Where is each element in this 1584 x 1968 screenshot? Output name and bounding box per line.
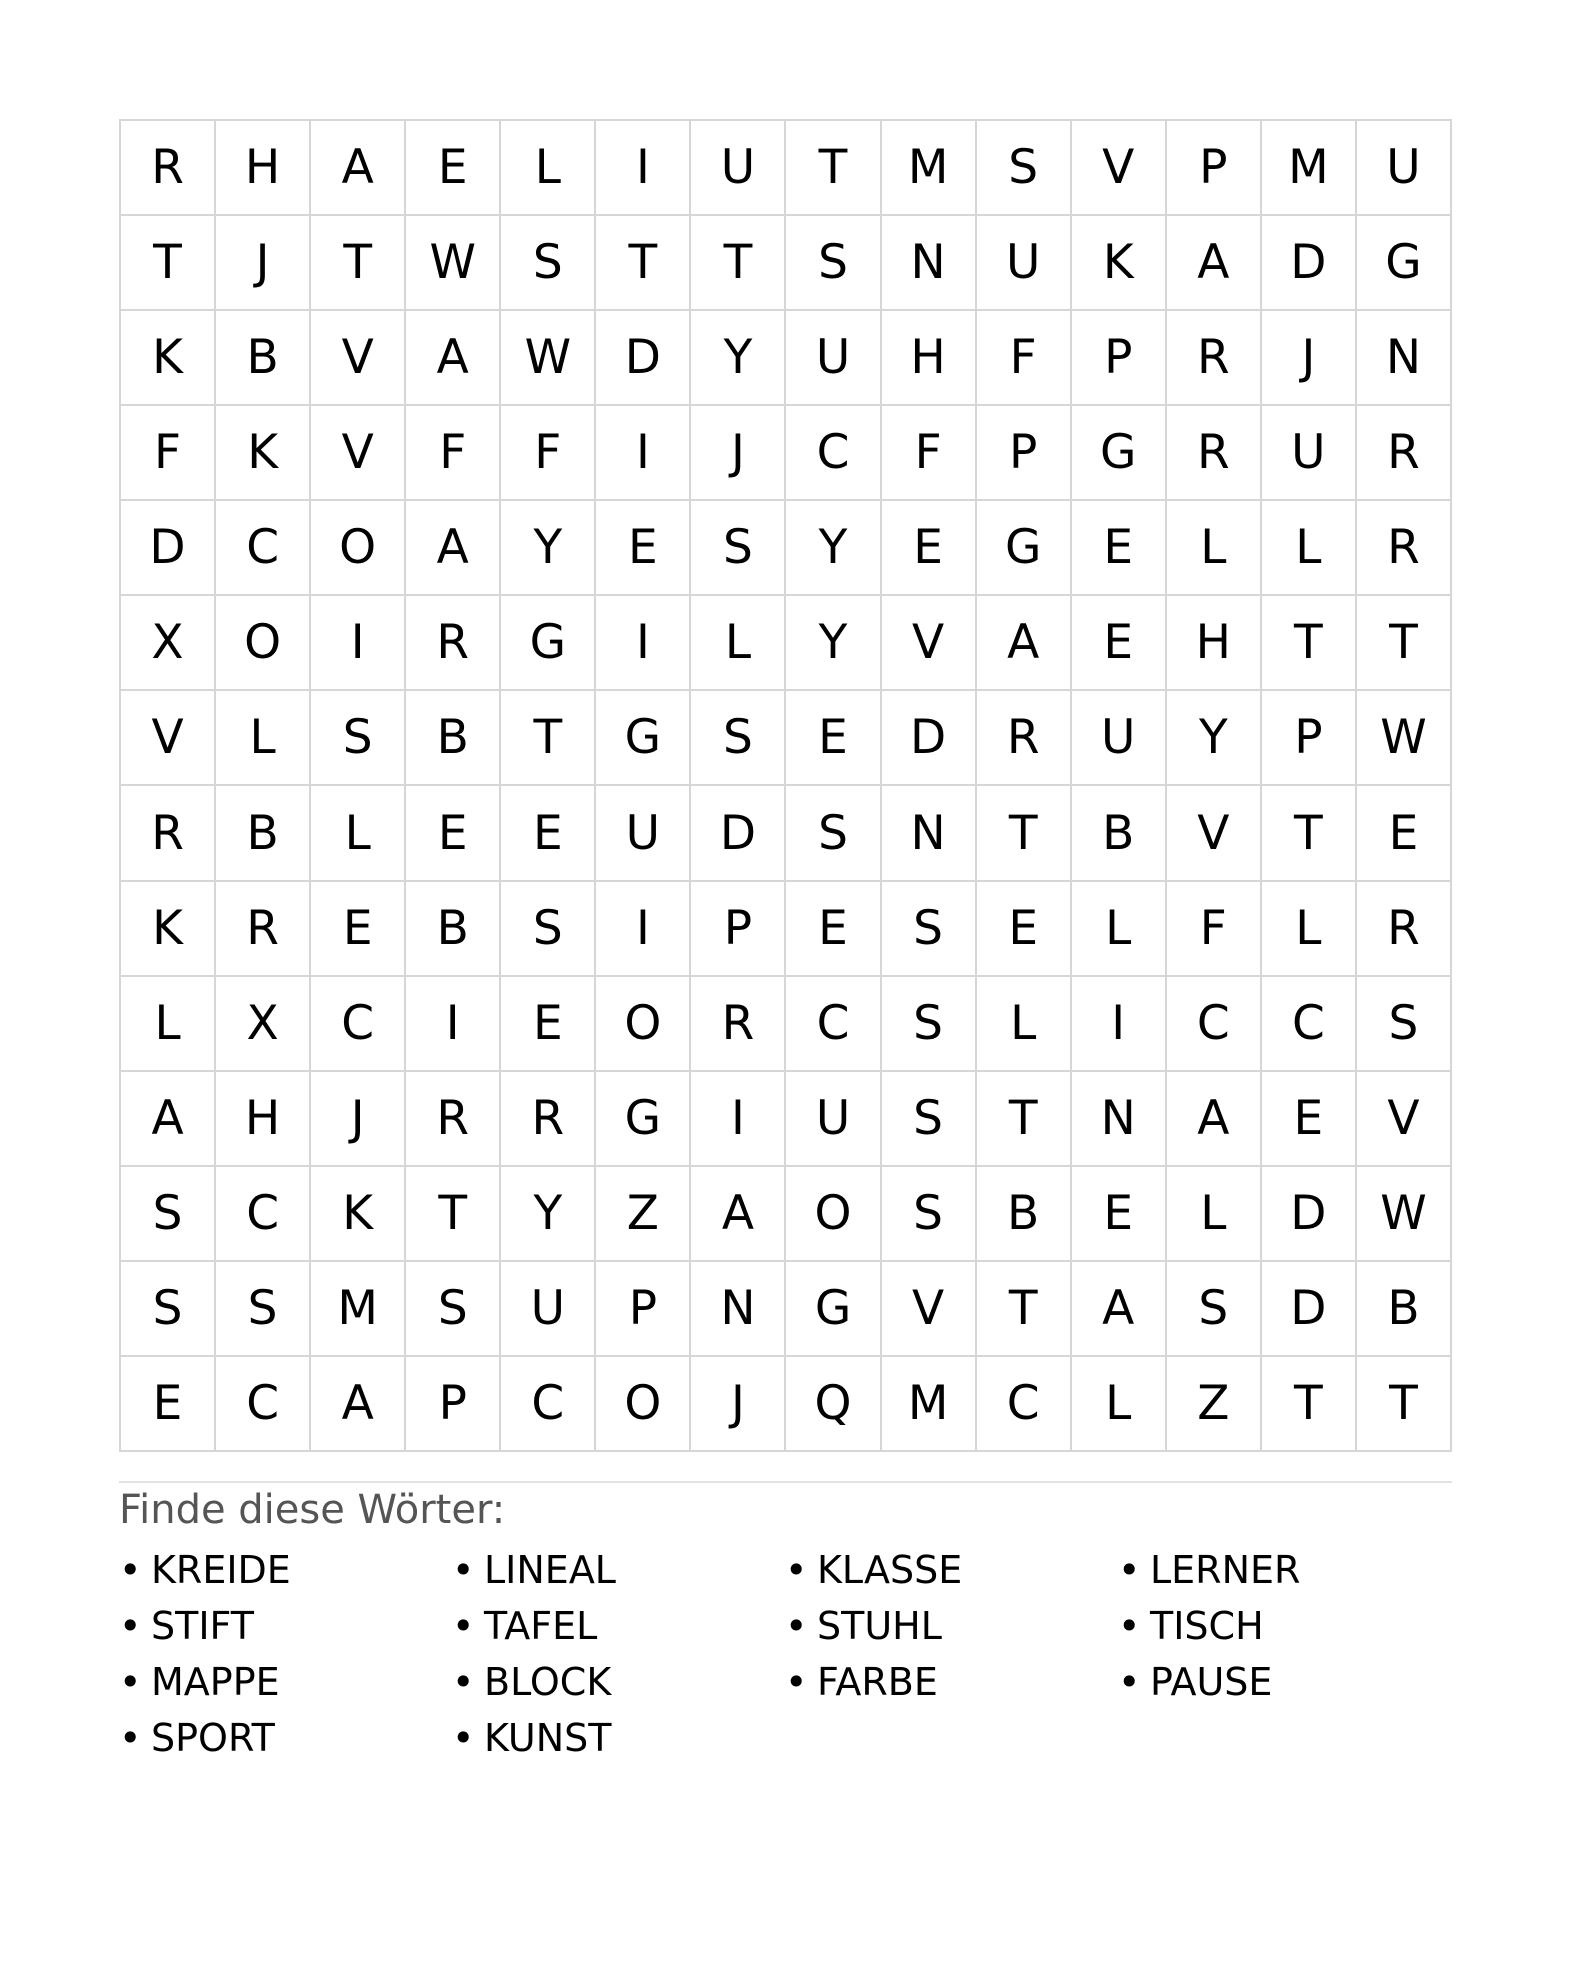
grid-cell[interactable]: S [786, 216, 881, 311]
word-label: KREIDE [151, 1548, 291, 1592]
bullet-icon: • [452, 1548, 475, 1592]
word-list-heading: Finde diese Wörter: [119, 1487, 506, 1533]
grid-cell[interactable]: F [882, 406, 977, 501]
grid-cell[interactable]: S [691, 501, 786, 596]
grid-cell[interactable]: C [311, 977, 406, 1072]
bullet-icon: • [119, 1604, 142, 1648]
grid-cell[interactable]: I [311, 596, 406, 691]
grid-cell[interactable]: Z [596, 1167, 691, 1262]
grid-cell[interactable]: I [596, 406, 691, 501]
word-list-item [452, 1654, 785, 1710]
word-list-item [119, 1654, 452, 1710]
grid-cell[interactable]: P [406, 1357, 501, 1452]
grid-cell[interactable]: U [786, 1072, 881, 1167]
grid-cell[interactable]: R [691, 977, 786, 1072]
grid-cell[interactable]: P [596, 1262, 691, 1357]
grid-cell[interactable]: Y [691, 311, 786, 406]
grid-cell[interactable]: U [1072, 691, 1167, 786]
grid-cell[interactable]: I [406, 977, 501, 1072]
grid-cell[interactable]: F [406, 406, 501, 501]
grid-cell[interactable]: D [882, 691, 977, 786]
word-label: SPORT [151, 1716, 275, 1760]
grid-cell[interactable]: G [1357, 216, 1452, 311]
grid-cell[interactable]: P [977, 406, 1072, 501]
grid-cell[interactable]: G [786, 1262, 881, 1357]
grid-cell[interactable]: S [121, 1167, 216, 1262]
grid-cell[interactable]: E [1072, 501, 1167, 596]
word-list-item [785, 1542, 1118, 1598]
grid-cell[interactable]: W [501, 311, 596, 406]
grid-cell[interactable]: R [216, 882, 311, 977]
grid-cell[interactable]: O [216, 596, 311, 691]
grid-cell[interactable]: Z [1167, 1357, 1262, 1452]
grid-cell[interactable]: W [1357, 1167, 1452, 1262]
grid-cell[interactable]: H [1167, 596, 1262, 691]
grid-cell[interactable]: A [406, 311, 501, 406]
grid-cell[interactable]: Y [1167, 691, 1262, 786]
grid-cell[interactable]: I [691, 1072, 786, 1167]
grid-cell[interactable]: E [1357, 786, 1452, 881]
grid-cell[interactable]: L [216, 691, 311, 786]
grid-cell[interactable]: V [882, 596, 977, 691]
grid-cell[interactable]: S [882, 882, 977, 977]
grid-cell[interactable]: N [1072, 1072, 1167, 1167]
word-label: PAUSE [1150, 1660, 1273, 1704]
grid-cell[interactable]: C [786, 406, 881, 501]
grid-cell[interactable]: K [121, 311, 216, 406]
word-list-item [119, 1542, 452, 1598]
grid-cell[interactable]: L [1072, 882, 1167, 977]
grid-cell[interactable]: R [1357, 406, 1452, 501]
grid-cell[interactable]: E [1072, 1167, 1167, 1262]
grid-cell[interactable]: U [977, 216, 1072, 311]
grid-cell[interactable]: L [121, 977, 216, 1072]
word-list-item [119, 1710, 452, 1766]
grid-cell[interactable]: T [596, 216, 691, 311]
grid-cell[interactable]: B [216, 311, 311, 406]
letter-grid [119, 119, 1452, 1452]
grid-cell[interactable]: A [1072, 1262, 1167, 1357]
grid-cell[interactable]: L [1262, 501, 1357, 596]
grid-cell[interactable]: E [786, 882, 881, 977]
grid-cell[interactable]: A [121, 1072, 216, 1167]
grid-cell[interactable]: C [216, 1167, 311, 1262]
grid-cell[interactable]: M [311, 1262, 406, 1357]
grid-cell[interactable]: J [691, 406, 786, 501]
grid-cell[interactable]: C [786, 977, 881, 1072]
bullet-icon: • [785, 1604, 808, 1648]
grid-cell[interactable]: K [216, 406, 311, 501]
grid-cell[interactable]: V [1357, 1072, 1452, 1167]
grid-cell[interactable]: K [1072, 216, 1167, 311]
grid-cell[interactable]: P [1072, 311, 1167, 406]
grid-cell[interactable]: S [501, 882, 596, 977]
word-list-item [785, 1598, 1118, 1654]
grid-cell[interactable]: A [691, 1167, 786, 1262]
grid-cell[interactable]: S [786, 786, 881, 881]
grid-cell[interactable]: T [1262, 1357, 1357, 1452]
grid-cell[interactable]: F [977, 311, 1072, 406]
grid-cell[interactable]: H [216, 121, 311, 216]
grid-cell[interactable]: Q [786, 1357, 881, 1452]
grid-cell[interactable]: E [882, 501, 977, 596]
grid-cell[interactable]: L [311, 786, 406, 881]
grid-cell[interactable]: X [121, 596, 216, 691]
grid-cell[interactable]: C [1167, 977, 1262, 1072]
grid-cell[interactable]: C [216, 1357, 311, 1452]
grid-cell[interactable]: E [977, 882, 1072, 977]
grid-cell[interactable]: K [121, 882, 216, 977]
grid-cell[interactable]: B [216, 786, 311, 881]
word-label: LINEAL [484, 1548, 616, 1592]
grid-cell[interactable]: Y [786, 501, 881, 596]
word-label: FARBE [817, 1660, 938, 1704]
grid-cell[interactable]: D [596, 311, 691, 406]
grid-cell[interactable]: E [1262, 1072, 1357, 1167]
grid-cell[interactable]: C [1262, 977, 1357, 1072]
grid-cell[interactable]: U [786, 311, 881, 406]
bullet-icon: • [452, 1604, 475, 1648]
grid-cell[interactable]: L [977, 977, 1072, 1072]
grid-cell[interactable]: M [882, 121, 977, 216]
grid-cell[interactable]: I [596, 121, 691, 216]
grid-cell[interactable]: L [1167, 1167, 1262, 1262]
word-label: STUHL [817, 1604, 942, 1648]
grid-cell[interactable]: T [501, 691, 596, 786]
grid-cell[interactable]: E [406, 121, 501, 216]
grid-cell[interactable]: A [1167, 1072, 1262, 1167]
grid-cell[interactable]: E [596, 501, 691, 596]
grid-cell[interactable]: B [1072, 786, 1167, 881]
grid-cell[interactable]: P [1167, 121, 1262, 216]
grid-cell[interactable]: J [216, 216, 311, 311]
grid-cell[interactable]: A [977, 596, 1072, 691]
grid-cell[interactable]: V [1072, 121, 1167, 216]
bullet-icon: • [1118, 1548, 1141, 1592]
grid-cell[interactable]: B [406, 882, 501, 977]
grid-cell[interactable]: T [977, 786, 1072, 881]
grid-cell[interactable]: L [1167, 501, 1262, 596]
bullet-icon: • [119, 1660, 142, 1704]
grid-cell[interactable]: G [977, 501, 1072, 596]
grid-cell[interactable]: R [406, 596, 501, 691]
bullet-icon: • [785, 1660, 808, 1704]
grid-cell[interactable]: W [1357, 691, 1452, 786]
grid-cell[interactable]: D [691, 786, 786, 881]
grid-cell[interactable]: S [216, 1262, 311, 1357]
grid-cell[interactable]: V [1167, 786, 1262, 881]
grid-cell[interactable]: U [1357, 121, 1452, 216]
grid-cell[interactable]: T [311, 216, 406, 311]
grid-cell[interactable]: E [121, 1357, 216, 1452]
grid-cell[interactable]: G [596, 691, 691, 786]
grid-cell[interactable]: V [311, 406, 406, 501]
grid-cell[interactable]: Y [786, 596, 881, 691]
word-list-item [452, 1542, 785, 1598]
grid-cell[interactable]: R [501, 1072, 596, 1167]
grid-cell[interactable]: V [882, 1262, 977, 1357]
grid-cell[interactable]: P [1262, 691, 1357, 786]
grid-cell[interactable]: V [311, 311, 406, 406]
grid-cell[interactable]: S [882, 1072, 977, 1167]
bullet-icon: • [119, 1548, 142, 1592]
grid-cell[interactable]: E [1072, 596, 1167, 691]
word-label: LERNER [1150, 1548, 1301, 1592]
bullet-icon: • [452, 1716, 475, 1760]
word-list-item [1118, 1654, 1451, 1710]
grid-cell[interactable]: T [1262, 596, 1357, 691]
word-label: TAFEL [484, 1604, 598, 1648]
grid-cell[interactable]: A [311, 121, 406, 216]
grid-cell[interactable]: R [977, 691, 1072, 786]
grid-cell[interactable]: R [1167, 311, 1262, 406]
grid-cell[interactable]: J [1262, 311, 1357, 406]
grid-cell[interactable]: C [977, 1357, 1072, 1452]
word-label: TISCH [1150, 1604, 1264, 1648]
grid-cell[interactable]: I [596, 596, 691, 691]
grid-cell[interactable]: B [977, 1167, 1072, 1262]
grid-cell[interactable]: I [1072, 977, 1167, 1072]
grid-cell[interactable]: S [691, 691, 786, 786]
bullet-icon: • [452, 1660, 475, 1704]
grid-cell[interactable]: T [1357, 1357, 1452, 1452]
grid-cell[interactable]: V [121, 691, 216, 786]
grid-cell[interactable]: M [882, 1357, 977, 1452]
grid-cell[interactable]: N [691, 1262, 786, 1357]
grid-cell[interactable]: L [691, 596, 786, 691]
grid-cell[interactable]: B [1357, 1262, 1452, 1357]
bullet-icon: • [119, 1716, 142, 1760]
grid-cell[interactable]: M [1262, 121, 1357, 216]
grid-cell[interactable]: U [1262, 406, 1357, 501]
grid-cell[interactable]: R [406, 1072, 501, 1167]
grid-cell[interactable]: E [311, 882, 406, 977]
word-label: KUNST [484, 1716, 612, 1760]
grid-cell[interactable]: S [1167, 1262, 1262, 1357]
bullet-icon: • [785, 1548, 808, 1592]
grid-cell[interactable]: S [406, 1262, 501, 1357]
grid-cell[interactable]: A [1167, 216, 1262, 311]
grid-cell[interactable]: S [311, 691, 406, 786]
grid-cell[interactable]: H [216, 1072, 311, 1167]
word-list-item [1118, 1542, 1451, 1598]
grid-cell[interactable]: S [1357, 977, 1452, 1072]
grid-cell[interactable]: R [121, 121, 216, 216]
grid-cell[interactable]: Y [501, 501, 596, 596]
grid-cell[interactable]: F [121, 406, 216, 501]
grid-cell[interactable]: R [1357, 501, 1452, 596]
grid-cell[interactable]: O [596, 977, 691, 1072]
grid-cell[interactable]: T [977, 1262, 1072, 1357]
grid-cell[interactable]: R [1167, 406, 1262, 501]
bullet-icon: • [1118, 1604, 1141, 1648]
grid-cell[interactable]: D [1262, 1167, 1357, 1262]
grid-cell[interactable]: T [786, 121, 881, 216]
grid-cell[interactable]: N [1357, 311, 1452, 406]
grid-cell[interactable]: A [311, 1357, 406, 1452]
grid-cell[interactable]: S [882, 1167, 977, 1262]
grid-cell[interactable]: R [121, 786, 216, 881]
grid-cell[interactable]: T [1357, 596, 1452, 691]
grid-cell[interactable]: P [691, 882, 786, 977]
grid-cell[interactable]: L [501, 121, 596, 216]
grid-cell[interactable]: S [882, 977, 977, 1072]
grid-cell[interactable]: S [121, 1262, 216, 1357]
word-list-item [1118, 1598, 1451, 1654]
grid-cell[interactable]: N [882, 786, 977, 881]
grid-cell[interactable]: O [311, 501, 406, 596]
grid-cell[interactable]: F [501, 406, 596, 501]
word-list [119, 1542, 1452, 1766]
word-label: KLASSE [817, 1548, 963, 1592]
grid-cell[interactable]: E [501, 977, 596, 1072]
grid-cell[interactable]: X [216, 977, 311, 1072]
grid-cell[interactable]: D [1262, 216, 1357, 311]
grid-cell[interactable]: C [501, 1357, 596, 1452]
grid-cell[interactable]: A [406, 501, 501, 596]
grid-cell[interactable]: E [501, 786, 596, 881]
grid-cell[interactable]: T [977, 1072, 1072, 1167]
grid-cell[interactable]: N [882, 216, 977, 311]
grid-cell[interactable]: O [786, 1167, 881, 1262]
grid-cell[interactable]: G [596, 1072, 691, 1167]
bullet-icon: • [1118, 1660, 1141, 1704]
word-list-item [452, 1598, 785, 1654]
grid-cell[interactable]: U [596, 786, 691, 881]
grid-cell[interactable]: T [1262, 786, 1357, 881]
grid-cell[interactable]: H [882, 311, 977, 406]
grid-cell[interactable]: Y [501, 1167, 596, 1262]
grid-cell[interactable]: E [406, 786, 501, 881]
grid-cell[interactable]: T [691, 216, 786, 311]
grid-cell[interactable]: U [691, 121, 786, 216]
grid-cell[interactable]: B [406, 691, 501, 786]
grid-cell[interactable]: J [691, 1357, 786, 1452]
grid-cell[interactable]: R [1357, 882, 1452, 977]
grid-cell[interactable]: U [501, 1262, 596, 1357]
grid-cell[interactable]: J [311, 1072, 406, 1167]
grid-cell[interactable]: S [977, 121, 1072, 216]
grid-cell[interactable]: F [1167, 882, 1262, 977]
grid-cell[interactable]: T [406, 1167, 501, 1262]
grid-cell[interactable]: L [1072, 1357, 1167, 1452]
grid-cell[interactable]: L [1262, 882, 1357, 977]
word-list-item [452, 1710, 785, 1766]
grid-cell[interactable]: G [501, 596, 596, 691]
grid-cell[interactable]: E [786, 691, 881, 786]
grid-cell[interactable]: D [121, 501, 216, 596]
word-list-item [119, 1598, 452, 1654]
grid-cell[interactable]: T [121, 216, 216, 311]
grid-cell[interactable]: K [311, 1167, 406, 1262]
word-label: BLOCK [484, 1660, 612, 1704]
grid-cell[interactable]: C [216, 501, 311, 596]
word-list-item [785, 1654, 1118, 1710]
grid-cell[interactable]: S [501, 216, 596, 311]
grid-cell[interactable]: D [1262, 1262, 1357, 1357]
word-label: STIFT [151, 1604, 254, 1648]
grid-cell[interactable]: O [596, 1357, 691, 1452]
grid-cell[interactable]: G [1072, 406, 1167, 501]
grid-cell[interactable]: W [406, 216, 501, 311]
word-label: MAPPE [151, 1660, 280, 1704]
grid-cell[interactable]: I [596, 882, 691, 977]
